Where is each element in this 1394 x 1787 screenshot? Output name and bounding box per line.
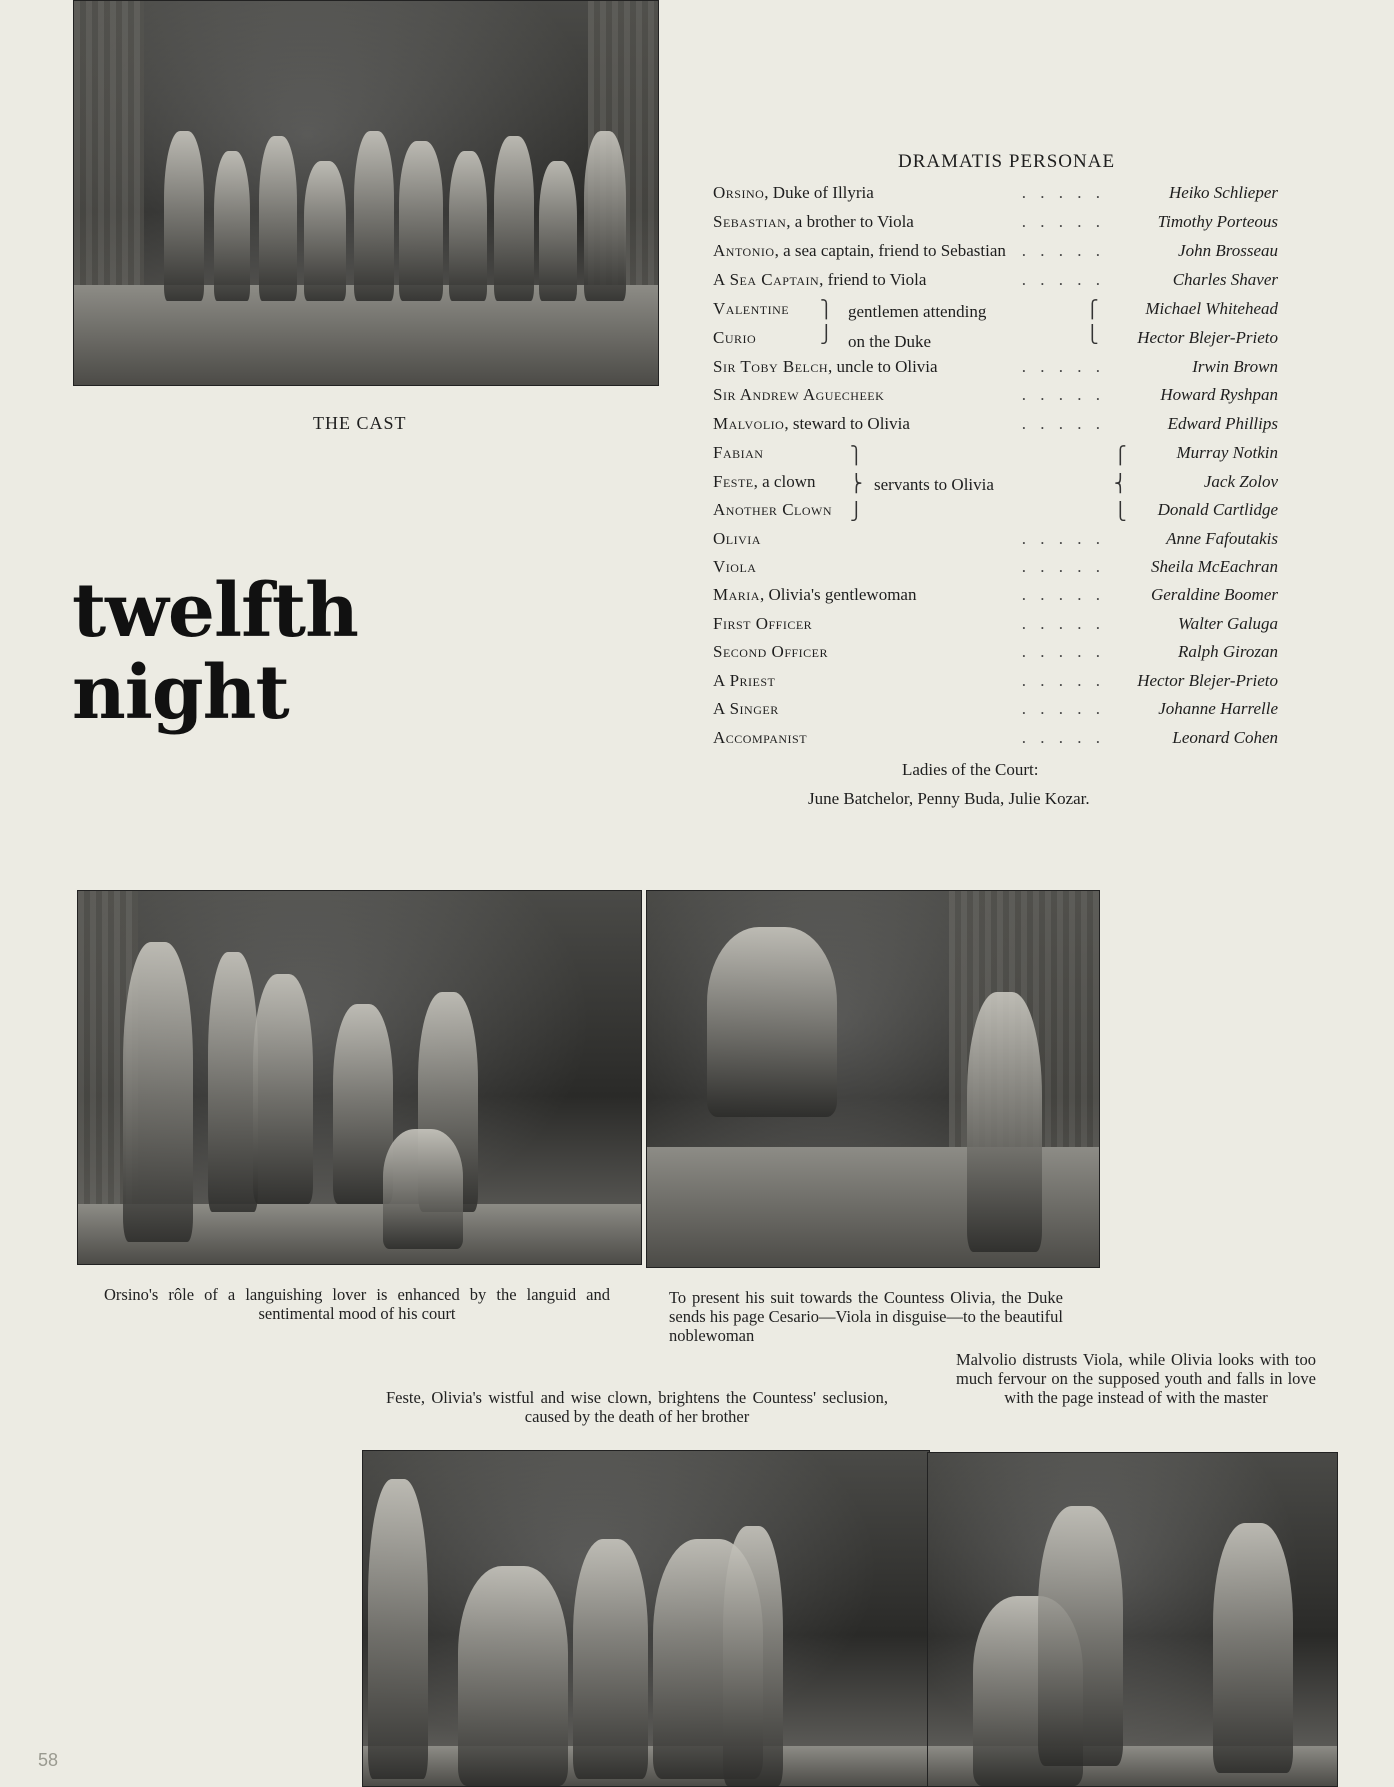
title-line-1: twelfth [72,568,358,654]
leader-dots: . . . . . [1021,183,1105,202]
role-row [713,529,1280,555]
role-title: Fabian [713,443,764,462]
leader-dots: . . . . . [1021,241,1105,260]
servants-actor-brace-top: ⎧ [1114,446,1127,465]
role-name [713,212,914,232]
role-name [713,557,756,577]
leader-dots: . . . . . [1021,671,1105,690]
leader-dots: . . . . . [1021,414,1105,433]
actor-name: Edward Phillips [1167,414,1278,433]
role-row [713,472,1280,498]
leader-dots: . . . . . [1021,585,1105,604]
servants-role-brace-top: ⎫ [850,446,863,465]
gentlemen-actor-brace-lower: ⎩ [1086,325,1099,344]
cast-caption: THE CAST [313,413,407,433]
leader-dots: . . . . . [1021,212,1105,231]
role-title: Valentine [713,299,790,318]
role-title: Feste [713,472,754,491]
role-row [713,557,1280,583]
role-name [713,414,910,434]
actor-name: Johanne Harrelle [1158,699,1278,718]
role-description: , a clown [753,472,816,491]
role-description: , a sea captain, friend to Sebastian [774,241,1006,260]
actor-name: Leonard Cohen [1172,728,1278,747]
actor-name: Timothy Porteous [1157,212,1278,231]
dramatis-personae-heading: DRAMATIS PERSONAE [898,151,1116,172]
role-row [713,500,1280,526]
role-title: A Priest [713,671,776,690]
leader-dots: . . . . . [1021,385,1105,404]
malvolio-caption: Malvolio distrusts Viola, while Olivia looks with too much fervour on the supposed youth and falls in love with the page instead of with the master [956,1350,1316,1407]
actor-name: Murray Notkin [1176,443,1278,462]
role-title: Sir Andrew Aguecheek [713,385,885,404]
actor-name: Anne Fafoutakis [1166,529,1278,548]
role-title: Malvolio [713,414,785,433]
role-row [713,385,1280,411]
actor-name: Ralph Girozan [1178,642,1278,661]
role-row [713,642,1280,668]
leader-dots: . . . . . [1021,642,1105,661]
role-description: , friend to Viola [819,270,927,289]
leader-dots: . . . . . [1021,357,1105,376]
orsino-caption: Orsino's rôle of a languishing lover is enhanced by the languid and sentimental mood of his court [104,1285,610,1323]
present-suit-caption: To present his suit towards the Countess Olivia, the Duke sends his page Cesario—Viola in disguise—to the beautiful noblewoman [669,1288,1063,1345]
role-row [713,728,1280,754]
role-description: , Duke of Illyria [764,183,874,202]
role-title: A Sea Captain [713,270,820,289]
actor-name: Howard Ryshpan [1160,385,1278,404]
leader-dots: . . . . . [1021,728,1105,747]
servants-actor-brace-bottom: ⎩ [1114,502,1127,521]
role-title: Viola [713,557,757,576]
servants-role-brace-mid: ⎬ [850,474,863,493]
role-row [713,585,1280,611]
cast-photo [73,0,659,386]
role-name [713,385,884,405]
ladies-of-court-names: June Batchelor, Penny Buda, Julie Kozar. [808,789,1090,808]
gentlemen-role-brace: ⎫ [820,300,833,319]
role-name [713,270,926,290]
servants-role-brace-bottom: ⎭ [850,502,863,521]
role-name [713,529,761,549]
role-row [713,212,1280,238]
role-row [713,671,1280,697]
role-name [713,671,775,691]
malvolio-viola-photo [927,1452,1338,1787]
gentlemen-label-line1: gentlemen attending [848,302,987,321]
role-name [713,699,779,719]
leader-dots: . . . . . [1021,270,1105,289]
page-number: 58 [38,1750,59,1770]
actor-name: Sheila McEachran [1151,557,1278,576]
role-title: First Officer [713,614,813,633]
role-row [713,699,1280,725]
role-name [713,443,763,463]
role-title: Antonio [713,241,775,260]
role-name [713,614,812,634]
gentlemen-role-brace-lower: ⎭ [820,325,833,344]
actor-name: Geraldine Boomer [1150,585,1278,604]
feste-olivia-photo [362,1450,930,1787]
ladies-of-court-label: Ladies of the Court: [902,760,1039,779]
actor-name: Walter Galuga [1178,614,1278,633]
role-row [713,241,1280,267]
role-name [713,728,807,748]
actor-name: Jack Zolov [1203,472,1278,491]
role-row [713,414,1280,440]
role-title: Accompanist [713,728,808,747]
actor-name: Hector Blejer-Prieto [1137,328,1278,347]
role-description: , a brother to Viola [786,212,914,231]
page-title [72,570,358,734]
servants-actor-brace-mid: ⎨ [1114,474,1127,493]
role-row [713,183,1280,209]
role-row [713,270,1280,296]
role-description: , uncle to Olivia [828,357,938,376]
actor-name: Donald Cartlidge [1157,500,1278,519]
orsino-court-photo [77,890,642,1265]
servants-label: servants to Olivia [874,475,994,494]
role-name [713,500,832,520]
role-title: Maria [713,585,760,604]
role-row [713,299,1280,325]
role-description: , Olivia's gentlewoman [759,585,917,604]
role-row [713,328,1280,354]
role-title: Sir Toby Belch [713,357,829,376]
role-name [713,357,938,377]
role-name [713,585,916,605]
role-description: , steward to Olivia [784,414,910,433]
actor-name: Hector Blejer-Prieto [1137,671,1278,690]
role-name [713,472,815,492]
role-title: Sebastian [713,212,787,231]
duke-cesario-photo [646,890,1100,1268]
leader-dots: . . . . . [1021,614,1105,633]
role-title: Olivia [713,529,761,548]
role-name [713,328,756,348]
role-title: Curio [713,328,757,347]
role-name [713,183,874,203]
role-name [713,642,828,662]
actor-name: Heiko Schlieper [1168,183,1278,202]
feste-caption: Feste, Olivia's wistful and wise clown, brightens the Countess' seclusion, caused by the death of her brother [386,1388,888,1426]
gentlemen-actor-brace: ⎧ [1086,300,1099,319]
role-name [713,299,789,319]
role-title: A Singer [713,699,779,718]
title-line-2: night [72,650,289,736]
role-row [713,357,1280,383]
role-name [713,241,1006,261]
role-row [713,443,1280,469]
actor-name: Charles Shaver [1172,270,1278,289]
role-title: Second Officer [713,642,828,661]
actor-name: Michael Whitehead [1145,299,1278,318]
actor-name: Irwin Brown [1192,357,1278,376]
gentlemen-label-line2: on the Duke [848,332,932,351]
leader-dots: . . . . . [1021,699,1105,718]
actor-name: John Brosseau [1178,241,1278,260]
role-title: Another Clown [713,500,833,519]
role-row [713,614,1280,640]
leader-dots: . . . . . [1021,557,1105,576]
role-title: Orsino [713,183,765,202]
leader-dots: . . . . . [1021,529,1105,548]
